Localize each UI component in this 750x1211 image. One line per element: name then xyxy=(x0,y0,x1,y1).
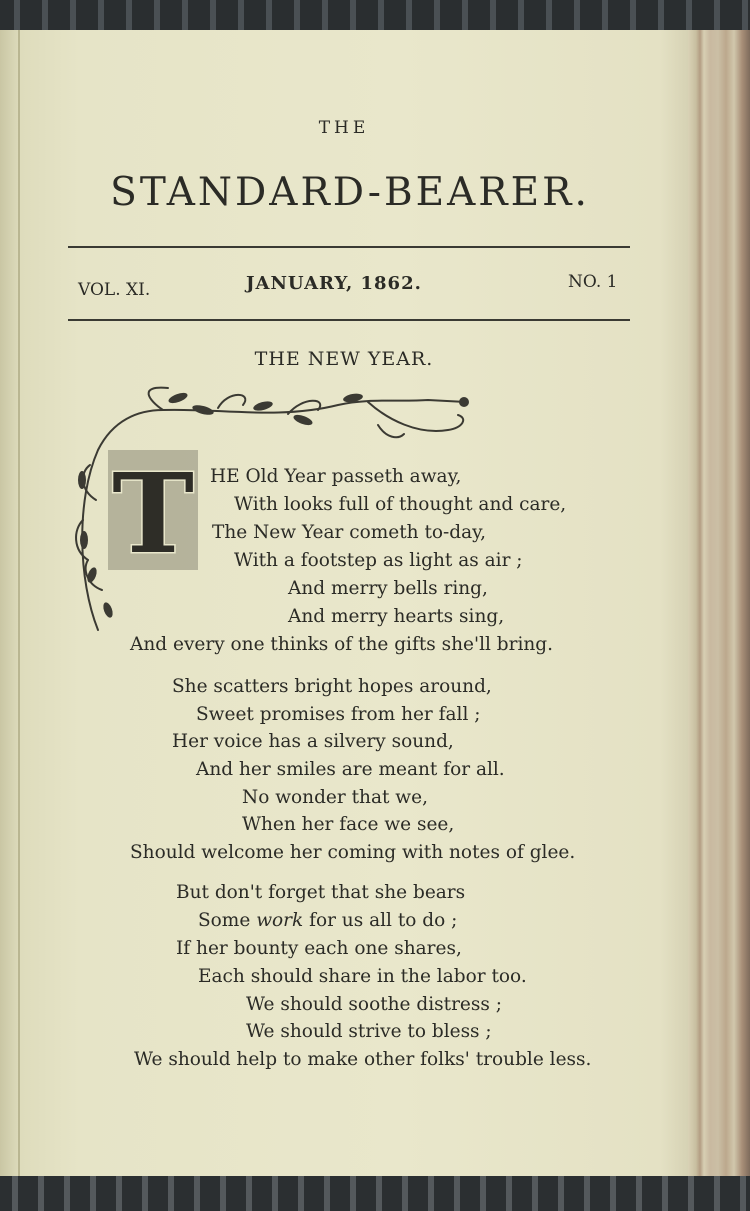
poem-text: for us all to do ; xyxy=(303,910,458,931)
book-binding-top xyxy=(0,0,750,30)
poem-line: We should help to make other folks' trouble less. xyxy=(134,1049,592,1070)
poem-line: And merry hearts sing, xyxy=(288,606,505,627)
poem-line: She scatters bright hopes around, xyxy=(172,676,492,697)
poem-line: We should soothe distress ; xyxy=(246,994,502,1015)
poem-line xyxy=(198,910,457,931)
page-edges xyxy=(688,30,750,1176)
poem-line: The New Year cometh to-day, xyxy=(212,522,487,543)
poem-line: When her face we see, xyxy=(242,814,455,835)
issue-date: JANUARY, 1862. xyxy=(246,273,422,294)
gutter-line xyxy=(18,30,20,1176)
poem-line: And every one thinks of the gifts she'll bring. xyxy=(130,634,554,655)
masthead-title: STANDARD-BEARER. xyxy=(110,170,590,215)
header-rule-top xyxy=(68,246,630,248)
poem-line: With looks full of thought and care, xyxy=(234,494,567,515)
poem-line: Her voice has a silvery sound, xyxy=(172,731,454,752)
poem-text: Some xyxy=(198,910,257,931)
emphasis-word: work xyxy=(256,910,304,931)
poem-line: And her smiles are meant for all. xyxy=(196,759,505,780)
volume-label: VOL. XI. xyxy=(78,280,151,300)
issue-number: NO. 1 xyxy=(568,272,618,292)
poem-line: But don't forget that she bears xyxy=(176,882,466,903)
masthead-the: THE xyxy=(318,118,370,138)
poem-line: Sweet promises from her fall ; xyxy=(196,704,481,725)
poem-line: We should strive to bless ; xyxy=(246,1021,492,1042)
poem-line: Should welcome her coming with notes of glee. xyxy=(130,842,576,863)
poem-line: With a footstep as light as air ; xyxy=(234,550,523,571)
poem-line: If her bounty each one shares, xyxy=(176,938,462,959)
book-page xyxy=(0,30,688,1176)
poem-line: HE Old Year passeth away, xyxy=(210,466,462,487)
book-binding-bottom xyxy=(0,1176,750,1211)
poem-title: THE NEW YEAR. xyxy=(254,348,434,370)
header-rule-bottom xyxy=(68,319,630,321)
poem-line: No wonder that we, xyxy=(242,787,428,808)
poem-line: And merry bells ring, xyxy=(288,578,488,599)
poem-line: Each should share in the labor too. xyxy=(198,966,527,987)
drop-cap-letter: T xyxy=(112,449,194,578)
